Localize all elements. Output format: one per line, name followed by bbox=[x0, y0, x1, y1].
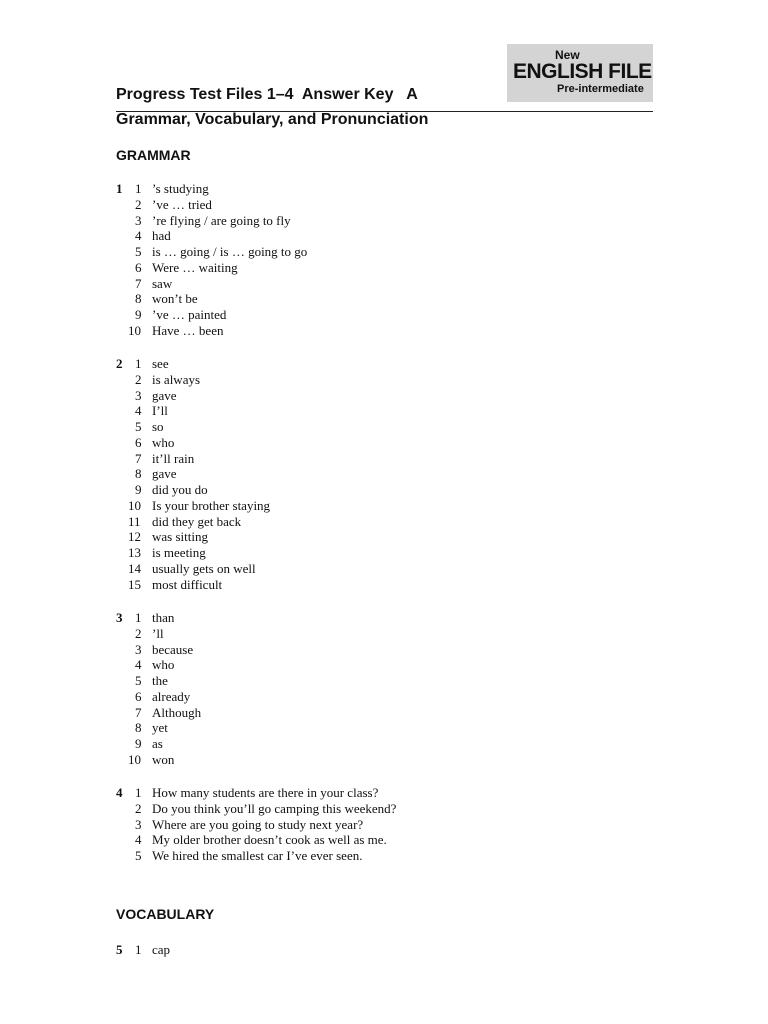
answer-number: 1 bbox=[135, 181, 142, 196]
answer-item bbox=[116, 736, 656, 752]
answer-item bbox=[116, 705, 656, 721]
answer-item bbox=[116, 626, 656, 642]
answer-text: had bbox=[152, 228, 171, 244]
logo-line-level: Pre-intermediate bbox=[557, 83, 644, 95]
answer-text: did they get back bbox=[152, 513, 242, 529]
answer-text: cap bbox=[152, 942, 171, 957]
answer-number: 5 bbox=[135, 419, 142, 434]
answer-item bbox=[116, 801, 656, 817]
answer-text: My older brother doesn’t cook as well as me. bbox=[152, 832, 387, 848]
answer-text: ’s studying bbox=[152, 181, 209, 196]
section-heading-vocabulary: VOCABULARY bbox=[116, 906, 215, 922]
answer-text: saw bbox=[152, 275, 173, 291]
answer-item bbox=[116, 752, 656, 768]
answer-item bbox=[116, 228, 656, 244]
answer-item bbox=[116, 419, 656, 435]
answer-text: see bbox=[152, 356, 169, 371]
answer-number: 7 bbox=[135, 450, 142, 466]
answer-number: 9 bbox=[135, 482, 142, 497]
answer-item bbox=[116, 244, 656, 260]
answer-number: 10 bbox=[128, 497, 141, 513]
answer-item bbox=[116, 435, 656, 451]
answer-item bbox=[116, 848, 656, 864]
section-heading-grammar: GRAMMAR bbox=[116, 147, 191, 163]
answer-number: 11 bbox=[128, 513, 141, 529]
answer-item bbox=[116, 372, 656, 388]
answer-text: because bbox=[152, 641, 194, 657]
answer-item bbox=[116, 545, 656, 561]
exercise-number: 1 bbox=[116, 181, 123, 196]
answer-text: How many students are there in your class? bbox=[152, 785, 379, 800]
answer-text: the bbox=[152, 673, 168, 688]
answer-number: 3 bbox=[135, 641, 142, 657]
answer-text: so bbox=[152, 419, 164, 434]
answer-text: is always bbox=[152, 371, 201, 387]
logo-line-english-file: ENGLISH FILE bbox=[513, 60, 652, 83]
answer-item bbox=[116, 720, 656, 736]
answer-text: Is your brother staying bbox=[152, 497, 271, 513]
answer-item bbox=[116, 561, 656, 577]
exercise-number: 3 bbox=[116, 610, 123, 625]
answer-item bbox=[116, 451, 656, 467]
exercise-2 bbox=[116, 356, 656, 592]
exercise-number: 2 bbox=[116, 356, 123, 371]
answer-text: Have … been bbox=[152, 322, 224, 338]
answer-text: We hired the smallest car I’ve ever seen. bbox=[152, 848, 363, 863]
answer-number: 6 bbox=[135, 434, 142, 450]
answer-text: gave bbox=[152, 466, 177, 482]
answer-text: who bbox=[152, 657, 175, 673]
exercise-5 bbox=[116, 942, 656, 958]
answer-number: 8 bbox=[135, 466, 142, 482]
answer-number: 5 bbox=[135, 673, 142, 688]
answer-item bbox=[116, 181, 656, 197]
answer-number: 7 bbox=[135, 275, 142, 291]
answer-text: won bbox=[152, 751, 175, 767]
answer-item bbox=[116, 466, 656, 482]
answer-text: Do you think you’ll go camping this weekend? bbox=[152, 800, 397, 816]
answer-number: 8 bbox=[135, 291, 142, 307]
answer-number: 6 bbox=[135, 259, 142, 275]
answer-text: yet bbox=[152, 720, 168, 736]
answer-text: ’ve … tried bbox=[152, 196, 212, 212]
answer-number: 13 bbox=[128, 545, 141, 560]
english-file-logo bbox=[507, 44, 653, 102]
answer-number: 9 bbox=[135, 736, 142, 751]
answer-item bbox=[116, 832, 656, 848]
answer-text: Although bbox=[152, 704, 202, 720]
answer-item bbox=[116, 610, 656, 626]
answer-text: already bbox=[152, 688, 191, 704]
answer-text: who bbox=[152, 434, 175, 450]
answer-number: 9 bbox=[135, 307, 142, 322]
answer-item bbox=[116, 323, 656, 339]
answer-text: most difficult bbox=[152, 576, 223, 592]
answer-text: gave bbox=[152, 387, 177, 403]
answer-number: 1 bbox=[135, 785, 142, 800]
answer-item bbox=[116, 482, 656, 498]
answer-number: 3 bbox=[135, 212, 142, 228]
answer-number: 12 bbox=[128, 529, 141, 545]
answer-number: 8 bbox=[135, 720, 142, 736]
answer-item bbox=[116, 529, 656, 545]
answer-number: 4 bbox=[135, 228, 142, 244]
answer-item bbox=[116, 307, 656, 323]
answer-item bbox=[116, 785, 656, 801]
answer-number: 2 bbox=[135, 371, 142, 387]
answer-number: 5 bbox=[135, 244, 142, 259]
answer-text: is … going / is … going to go bbox=[152, 244, 308, 259]
answer-number: 4 bbox=[135, 657, 142, 673]
answer-item bbox=[116, 260, 656, 276]
answer-text: Where are you going to study next year? bbox=[152, 816, 364, 832]
answer-number: 10 bbox=[128, 322, 141, 338]
answer-text: as bbox=[152, 736, 163, 751]
answer-number: 1 bbox=[135, 356, 142, 371]
answer-text: it’ll rain bbox=[152, 450, 195, 466]
answer-text: Were … waiting bbox=[152, 259, 238, 275]
answer-item bbox=[116, 356, 656, 372]
answer-item bbox=[116, 403, 656, 419]
exercise-number: 4 bbox=[116, 785, 123, 800]
answer-text: I’ll bbox=[152, 403, 168, 419]
answer-number: 14 bbox=[128, 560, 141, 576]
answer-text: won’t be bbox=[152, 291, 198, 307]
answer-text: was sitting bbox=[152, 529, 208, 545]
answer-item bbox=[116, 673, 656, 689]
answer-text: ’re flying / are going to fly bbox=[152, 212, 291, 228]
answer-number: 5 bbox=[135, 848, 142, 863]
exercise-4 bbox=[116, 785, 656, 864]
answer-item bbox=[116, 514, 656, 530]
answer-item bbox=[116, 197, 656, 213]
exercise-3 bbox=[116, 610, 656, 768]
answer-number: 7 bbox=[135, 704, 142, 720]
answer-text: usually gets on well bbox=[152, 560, 256, 576]
answer-item bbox=[116, 498, 656, 514]
answer-number: 3 bbox=[135, 816, 142, 832]
answer-text: ’ll bbox=[152, 625, 164, 641]
page-subtitle: Grammar, Vocabulary, and Pronunciation bbox=[116, 111, 429, 128]
answer-text: ’ve … painted bbox=[152, 307, 227, 322]
answer-number: 6 bbox=[135, 688, 142, 704]
answer-item bbox=[116, 942, 656, 958]
answer-item bbox=[116, 577, 656, 593]
answer-number: 2 bbox=[135, 196, 142, 212]
answer-item bbox=[116, 689, 656, 705]
answer-number: 15 bbox=[128, 576, 141, 592]
answer-text: did you do bbox=[152, 482, 208, 497]
answer-number: 4 bbox=[135, 832, 142, 848]
answer-item bbox=[116, 642, 656, 658]
answer-text: than bbox=[152, 610, 175, 625]
answer-item bbox=[116, 657, 656, 673]
answer-item bbox=[116, 276, 656, 292]
answer-item bbox=[116, 291, 656, 307]
answer-text: is meeting bbox=[152, 545, 206, 560]
exercise-1 bbox=[116, 181, 656, 339]
answer-item bbox=[116, 213, 656, 229]
answer-number: 2 bbox=[135, 625, 142, 641]
page-title: Progress Test Files 1–4 Answer Key A bbox=[116, 86, 418, 103]
answer-item bbox=[116, 388, 656, 404]
answer-number: 4 bbox=[135, 403, 142, 419]
answer-number: 2 bbox=[135, 800, 142, 816]
logo-line-new: New bbox=[555, 48, 580, 62]
answer-number: 3 bbox=[135, 387, 142, 403]
answer-number: 10 bbox=[128, 751, 141, 767]
answer-item bbox=[116, 817, 656, 833]
answer-number: 1 bbox=[135, 610, 142, 625]
exercise-number: 5 bbox=[116, 942, 123, 957]
answer-number: 1 bbox=[135, 942, 142, 957]
